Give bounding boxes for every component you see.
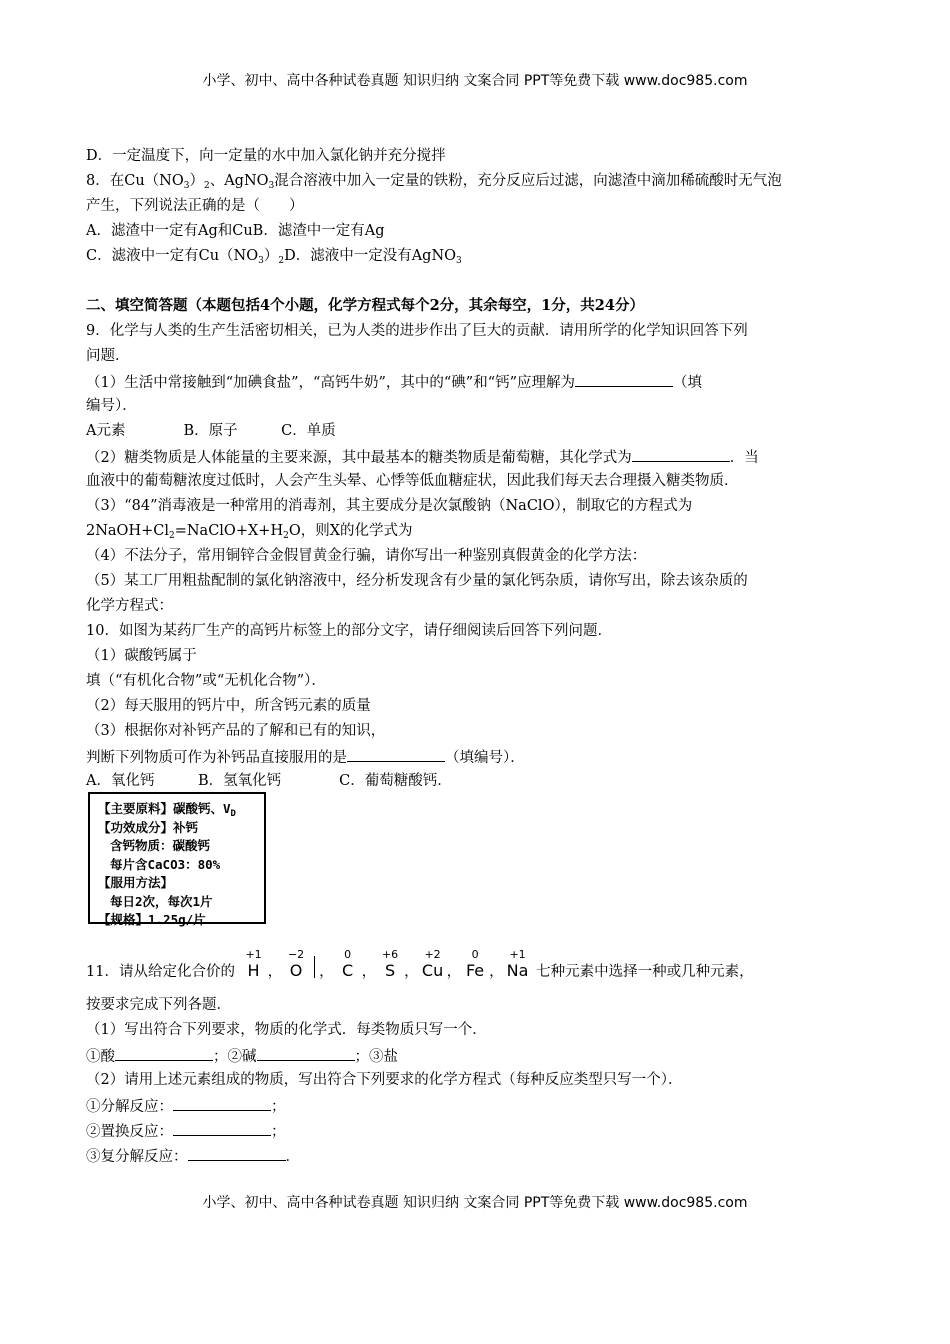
q8-options-cd: C．滤液中一定有$Cu(NO_3)_2D$．滤液中一定没有AgNO$_3$ [86, 248, 462, 266]
separator [314, 956, 315, 978]
decomposition-blank[interactable] [173, 1095, 271, 1111]
q9-part3-equation: $2NaOH+Cl_2=NaClO+X+H_2O$，则X的化学式为 [86, 523, 413, 541]
element-o: −2 O [287, 948, 305, 980]
q11-part1: （1）写出符合下列要求，物质的化学式．每类物质只写一个． [86, 1022, 487, 1038]
q9-part3: （3）“84”消毒液是一种常用的消毒剂，其主要成分是次氯酸钠（NaClO），制取它的方程式为 [86, 498, 693, 514]
q10-options: A．氧化钙 B．氢氧化钙 C．葡萄糖酸钙． [86, 773, 452, 789]
q10-stem: 10．如图为某药厂生产的高钙片标签上的部分文字，请仔细阅读后回答下列问题． [86, 623, 612, 639]
label-spec: 【规格】1.25g/片 [98, 912, 206, 927]
label-function: 【功效成分】补钙 [98, 819, 199, 835]
label-caco3-content: 每片含CaCO3：80% [110, 856, 221, 872]
q9-stem-line1: 9．化学与人类的生产生活密切相关，已为人类的进步作出了巨大的贡献．请用所学的化学知识回答下列 [86, 323, 748, 339]
q9-part1-cont: 编号）． [86, 398, 137, 414]
element-c: 0 C [341, 948, 354, 980]
double-decomposition-blank[interactable] [188, 1145, 286, 1161]
q10-part1-cont: 填（“有机化合物”或“无机化合物”）． [86, 673, 326, 689]
section-2-heading: 二、填空简答题（本题包括4个小题，化学方程式每个2分，其余每空，1分，共24分） [86, 297, 644, 314]
element-cu: +2 Cu [421, 948, 444, 980]
q10-part3: （3）根据你对补钙产品的了解和已有的知识， [86, 723, 386, 739]
q9-part1-options: A元素 B．原子 C．单质 [86, 423, 336, 439]
q10-part1: （1）碳酸钙属于 [86, 648, 197, 664]
q9-part5: （5）某工厂用粗盐配制的氯化钠溶液中，经分析发现含有少量的氯化钙杂质，请你写出，除去该杂质的 [86, 573, 748, 589]
page-header: 小学、初中、高中各种试卷真题 知识归纳 文案合同 PPT等免费下载 www.doc985.com [202, 73, 748, 89]
element-na: +1 Na [506, 948, 529, 980]
acid-blank[interactable] [115, 1045, 213, 1061]
q11-decomposition: ①分解反应： ； [86, 1095, 286, 1117]
answer-blank[interactable] [632, 446, 730, 462]
label-usage-heading: 【服用方法】 [98, 875, 174, 890]
q11-stem-cont: 按要求完成下列各题． [86, 997, 231, 1013]
q10-part2: （2）每天服用的钙片中，所含钙元素的质量 [86, 698, 371, 714]
q11-displacement: ②置换反应： ； [86, 1120, 286, 1142]
page-footer: 小学、初中、高中各种试卷真题 知识归纳 文案合同 PPT等免费下载 www.doc985.com [202, 1195, 748, 1211]
element-h: +1 H [245, 948, 262, 980]
label-calcium-substance: 含钙物质：碳酸钙 [110, 838, 211, 853]
q10-part3-cont: 判断下列物质可作为补钙品直接服用的是 （填编号）． [86, 746, 525, 768]
q9-part2: （2）糖类物质是人体能量的主要来源，其中最基本的糖类物质是葡萄糖，其化学式为 ．当 [86, 446, 759, 468]
q8-options-ab: A．滤渣中一定有Ag和CuB．滤渣中一定有Ag [86, 223, 385, 239]
label-usage: 每日2次，每次1片 [110, 893, 213, 909]
q11-part1-blanks: ①酸 ；②碱 ；③盐 [86, 1045, 398, 1067]
q9-part4: （4）不法分子，常用铜锌合金假冒黄金行骗，请你写出一种鉴别真假黄金的化学方法： [86, 548, 647, 564]
calcium-tablet-label [88, 792, 266, 927]
q8-stem-line1: 8．在$Cu(NO_3)_2$、AgNO$_3$混合溶液中加入一定量的铁粉，充分反应后过滤，向滤渣中滴加稀硫酸时无气泡 [86, 173, 782, 191]
element-s: +6 S [381, 948, 399, 980]
label-ingredients: 【主要原料】碳酸钙、$V_D$ [98, 801, 236, 819]
displacement-blank[interactable] [173, 1120, 271, 1136]
element-fe: 0 Fe [465, 948, 485, 980]
q8-stem-line2: 产生，下列说法正确的是（ ） [86, 198, 304, 214]
base-blank[interactable] [257, 1045, 355, 1061]
q11-stem: 11．请从给定化合价的 +1 H ， −2 O ， 0 C ， +6 S ， +2 Cu ， 0 Fe ， +1 Na 七种元素中选择一种或几种元素， [86, 948, 754, 980]
answer-blank[interactable] [575, 371, 673, 387]
q9-stem-line2: 问题． [86, 348, 130, 364]
q9-part5-cont: 化学方程式： [86, 598, 173, 614]
q11-double-decomposition: ③复分解反应： ． [86, 1145, 300, 1167]
q7-option-d: D．一定温度下，向一定量的水中加入氯化钠并充分搅拌 [86, 148, 446, 164]
q9-part2-cont: 血液中的葡萄糖浓度过低时，人会产生头晕、心悸等低血糖症状，因此我们每天去合理摄入糖类物质． [86, 473, 739, 489]
answer-blank[interactable] [347, 746, 445, 762]
q9-part1: （1）生活中常接触到“加碘食盐”，“高钙牛奶”，其中的“碘”和“钙”应理解为 （填 [86, 371, 702, 393]
q11-part2: （2）请用上述元素组成的物质，写出符合下列要求的化学方程式（每种反应类型只写一个）． [86, 1072, 683, 1088]
